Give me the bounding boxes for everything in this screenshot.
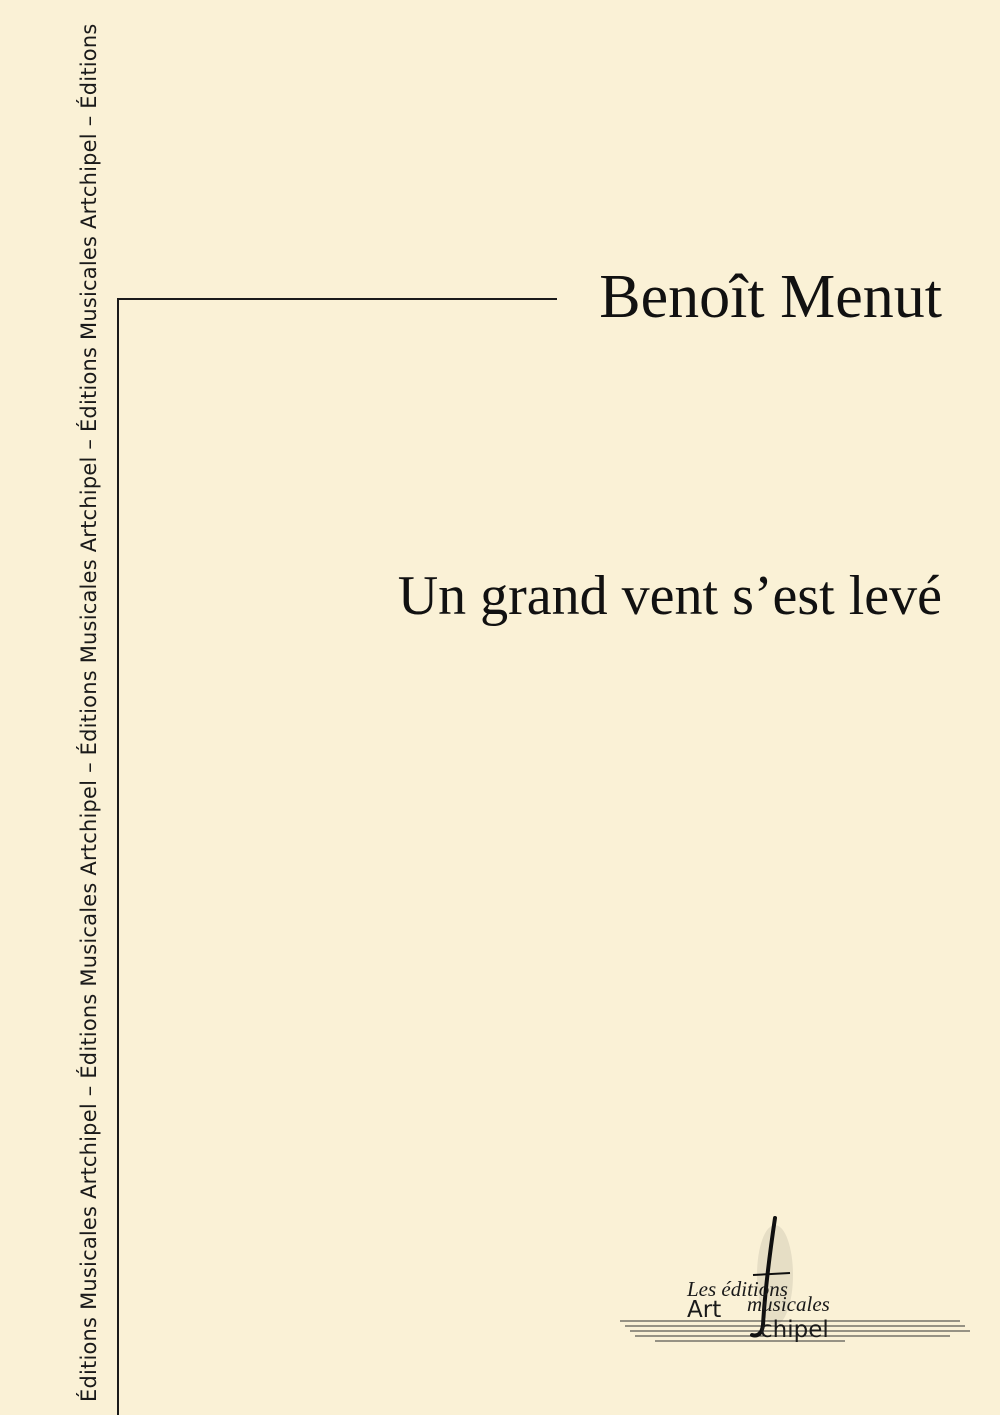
logo-chipel: chipel xyxy=(760,1317,829,1343)
logo-line-musicales: musicales xyxy=(747,1292,830,1316)
composer-name: Benoît Menut xyxy=(599,263,942,331)
spine xyxy=(67,0,111,1415)
spine-text: Éditions Musicales Artchipel – Éditions Musicales Artchipel – Éditions Musicales Artchipel – Éditions Musicales Artchipel – Éditions xyxy=(77,23,101,1402)
logo-line-les-editions: Les éditions xyxy=(687,1277,788,1301)
publisher-logo xyxy=(615,1215,970,1355)
vertical-rule xyxy=(117,299,119,1415)
horizontal-rule xyxy=(117,298,557,300)
work-title: Un grand vent s’est levé xyxy=(397,565,942,627)
logo-art: Art xyxy=(687,1297,722,1323)
